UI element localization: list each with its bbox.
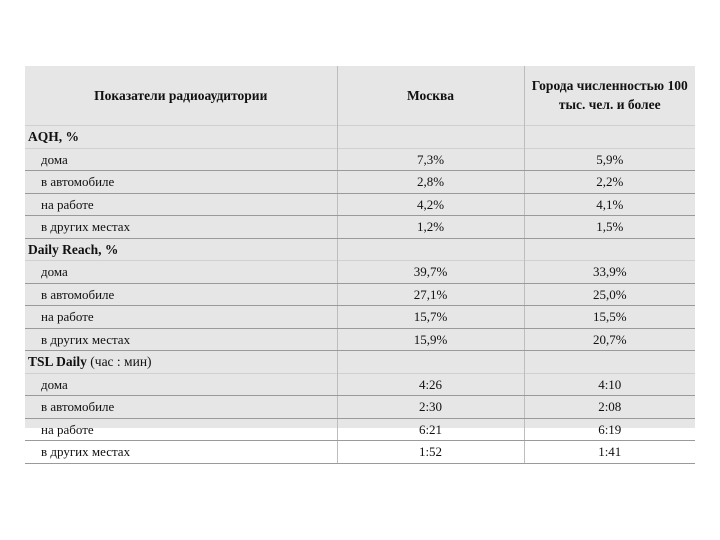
header-cities: Города численностью 100 тыс. чел. и более [531, 78, 688, 112]
moscow-value: 2,8% [337, 171, 524, 194]
section-title-unit: (час : мин) [86, 354, 152, 369]
section-title-text: Daily Reach, % [28, 241, 119, 257]
table-header-row [25, 66, 695, 126]
table-row [25, 418, 695, 441]
section-row [25, 351, 695, 374]
cities-value: 15,5% [524, 306, 695, 329]
cities-value: 1,5% [524, 216, 695, 239]
table-row [25, 373, 695, 396]
row-label: на работе [25, 418, 337, 441]
cities-value: 33,9% [524, 261, 695, 284]
moscow-value: 2:30 [337, 396, 524, 419]
cities-value: 20,7% [524, 328, 695, 351]
header-moscow: Москва [337, 66, 524, 126]
section-title [25, 351, 337, 374]
table-row [25, 396, 695, 419]
row-label: в автомобиле [25, 396, 337, 419]
cities-value: 6:19 [524, 418, 695, 441]
section-title-text: TSL Daily [28, 354, 87, 369]
moscow-value: 7,3% [337, 148, 524, 171]
moscow-value: 1:52 [337, 441, 524, 464]
row-label: дома [25, 261, 337, 284]
table-row [25, 171, 695, 194]
audience-table-container [25, 66, 695, 460]
row-label: в других местах [25, 441, 337, 464]
row-label: в автомобиле [25, 283, 337, 306]
empty-cell [337, 351, 524, 374]
moscow-value: 4:26 [337, 373, 524, 396]
audience-table [25, 66, 695, 464]
cities-value: 5,9% [524, 148, 695, 171]
cities-value: 4,1% [524, 193, 695, 216]
cities-value: 2,2% [524, 171, 695, 194]
cities-value: 2:08 [524, 396, 695, 419]
section-title-text: AQH, % [28, 129, 80, 144]
cities-value: 25,0% [524, 283, 695, 306]
empty-cell [337, 238, 524, 261]
table-row [25, 441, 695, 464]
row-label: в автомобиле [25, 171, 337, 194]
table-body [25, 126, 695, 464]
section-title [25, 126, 337, 149]
moscow-value: 1,2% [337, 216, 524, 239]
header-indicators: Показатели радиоаудитории [25, 66, 337, 126]
row-label: дома [25, 373, 337, 396]
moscow-value: 15,9% [337, 328, 524, 351]
section-row [25, 238, 695, 261]
section-title [25, 238, 337, 261]
table-row [25, 283, 695, 306]
empty-cell [524, 351, 695, 374]
moscow-value: 39,7% [337, 261, 524, 284]
empty-cell [337, 126, 524, 149]
table-row [25, 216, 695, 239]
table-row [25, 306, 695, 329]
row-label: в других местах [25, 216, 337, 239]
moscow-value: 15,7% [337, 306, 524, 329]
moscow-value: 6:21 [337, 418, 524, 441]
moscow-value: 4,2% [337, 193, 524, 216]
moscow-value: 27,1% [337, 283, 524, 306]
table-row [25, 148, 695, 171]
cities-value: 1:41 [524, 441, 695, 464]
row-label: дома [25, 148, 337, 171]
row-label: на работе [25, 193, 337, 216]
table-row [25, 193, 695, 216]
section-row [25, 126, 695, 149]
cities-value: 4:10 [524, 373, 695, 396]
table-row [25, 328, 695, 351]
empty-cell [524, 126, 695, 149]
row-label: на работе [25, 306, 337, 329]
empty-cell [524, 238, 695, 261]
row-label: в других местах [25, 328, 337, 351]
table-row [25, 261, 695, 284]
